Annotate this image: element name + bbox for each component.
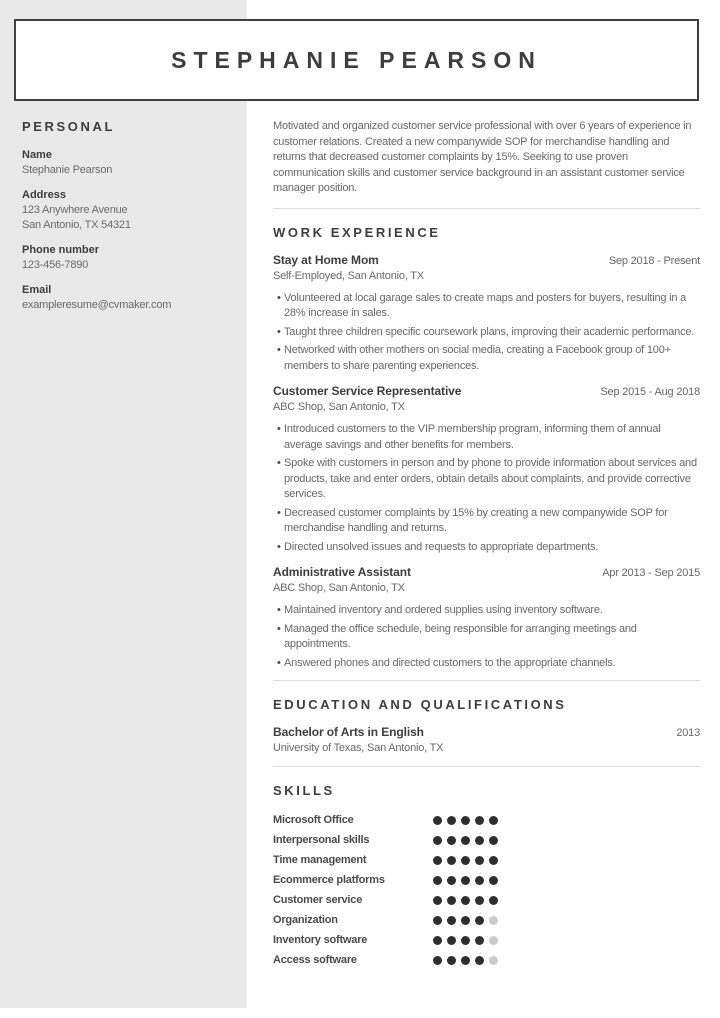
field-value: 123 Anywhere Avenue xyxy=(22,204,128,216)
bullet-marker: • xyxy=(277,291,281,304)
rating-dot-filled xyxy=(475,856,484,865)
rating-dot-filled xyxy=(461,936,470,945)
school-location: University of Texas, San Antonio, TX xyxy=(273,742,444,754)
skill-label: Ecommerce platforms xyxy=(273,874,385,886)
summary-text: Motivated and organized customer service professional with over 6 years of experience in customer relations. Created a new companywide SOP for merchandise handling and returns that decreased customer complaints by 15%. Seeking to use proven communication skills and customer service background in an assistant customer service manager position. xyxy=(273,120,692,194)
rating-dot-filled xyxy=(461,896,470,905)
rating-dot-filled xyxy=(433,876,442,885)
skill-label: Interpersonal skills xyxy=(273,834,370,846)
job-bullets xyxy=(273,291,700,375)
skill-label: Microsoft Office xyxy=(273,814,354,826)
rating-dot-filled xyxy=(447,836,456,845)
field-value: San Antonio, TX 54321 xyxy=(22,219,131,231)
job-title-row xyxy=(273,383,700,400)
skill-row xyxy=(273,870,700,890)
job-entry xyxy=(273,564,700,671)
skill-rating xyxy=(433,916,498,925)
education-entry xyxy=(273,724,700,756)
job-date-range: Apr 2013 - Sep 2015 xyxy=(602,567,700,579)
personal-fields xyxy=(22,148,227,313)
skill-label: Access software xyxy=(273,954,357,966)
rating-dot-filled xyxy=(489,896,498,905)
bullet-text: Decreased customer complaints by 15% by creating a new companywide SOP for merchandise handling and returns. xyxy=(284,506,668,534)
rating-dot-filled xyxy=(489,836,498,845)
job-entry xyxy=(273,383,700,555)
rating-dot-filled xyxy=(489,816,498,825)
job-company-location: Self-Employed, San Antonio, TX xyxy=(273,269,424,282)
jobs-list xyxy=(273,252,700,672)
bullet-text: Managed the office schedule, being responsible for arranging meetings and appointments. xyxy=(284,622,637,650)
bullet-item xyxy=(273,656,700,672)
rating-dot-filled xyxy=(489,856,498,865)
personal-field xyxy=(22,188,227,233)
rating-dot-filled xyxy=(447,956,456,965)
bullet-marker: • xyxy=(277,325,281,338)
field-label: Phone number xyxy=(22,244,100,256)
sidebar xyxy=(22,119,227,323)
bullet-text: Networked with other mothers on social media, creating a Facebook group of 100+ members to share parenting experiences. xyxy=(284,344,671,372)
personal-field xyxy=(22,283,227,313)
skill-label: Organization xyxy=(273,914,338,926)
job-date-range: Sep 2015 - Aug 2018 xyxy=(600,386,700,398)
bullet-item xyxy=(273,343,700,374)
rating-dot-filled xyxy=(433,956,442,965)
divider xyxy=(273,680,700,681)
rating-dot-filled xyxy=(447,856,456,865)
rating-dot-filled xyxy=(475,936,484,945)
personal-field xyxy=(22,148,227,178)
rating-dot-empty xyxy=(489,916,498,925)
bullet-item xyxy=(273,422,700,453)
bullet-marker: • xyxy=(277,506,281,519)
skill-row xyxy=(273,830,700,850)
job-title: Administrative Assistant xyxy=(273,565,411,579)
graduation-year: 2013 xyxy=(676,727,700,739)
rating-dot-filled xyxy=(475,876,484,885)
bullet-text: Answered phones and directed customers to the appropriate channels. xyxy=(284,656,616,669)
job-title-row xyxy=(273,564,700,581)
rating-dot-filled xyxy=(433,896,442,905)
skill-rating xyxy=(433,836,498,845)
skill-rating xyxy=(433,936,498,945)
rating-dot-filled xyxy=(433,816,442,825)
rating-dot-filled xyxy=(461,836,470,845)
bullet-text: Taught three children specific coursework plans, improving their academic performance. xyxy=(284,325,695,338)
rating-dot-filled xyxy=(489,876,498,885)
skill-row xyxy=(273,910,700,930)
field-label: Address xyxy=(22,189,67,201)
rating-dot-filled xyxy=(433,836,442,845)
job-company-location: ABC Shop, San Antonio, TX xyxy=(273,401,405,413)
field-value: exampleresume@cvmaker.com xyxy=(22,299,172,311)
bullet-text: Maintained inventory and ordered supplies using inventory software. xyxy=(284,604,603,616)
skill-rating xyxy=(433,956,498,965)
field-label: Email xyxy=(22,284,52,296)
skill-row xyxy=(273,850,700,870)
bullet-marker: • xyxy=(277,622,281,635)
rating-dot-filled xyxy=(447,816,456,825)
job-bullets xyxy=(273,422,700,555)
bullet-text: Volunteered at local garage sales to create maps and posters for buyers, resulting in a 28% increase in sales. xyxy=(284,291,687,319)
bullet-item xyxy=(273,325,700,341)
field-value: Stephanie Pearson xyxy=(22,164,113,176)
bullet-text: Spoke with customers in person and by phone to provide information about services and products, take and enter orders, obtain details about complaints, and provide corrective services. xyxy=(284,457,697,500)
sidebar-heading-personal: PERSONAL xyxy=(22,119,116,134)
field-value: 123-456-7890 xyxy=(22,259,89,271)
rating-dot-filled xyxy=(447,936,456,945)
rating-dot-filled xyxy=(433,856,442,865)
rating-dot-empty xyxy=(489,956,498,965)
skill-row xyxy=(273,890,700,910)
skills-list xyxy=(273,810,700,970)
personal-field xyxy=(22,243,227,273)
bullet-item xyxy=(273,622,700,653)
education-list xyxy=(273,724,700,756)
page-title: STEPHANIE PEARSON xyxy=(171,46,542,73)
bullet-item xyxy=(273,456,700,503)
rating-dot-filled xyxy=(461,876,470,885)
section-heading-work-experience: WORK EXPERIENCE xyxy=(273,224,441,240)
bullet-item xyxy=(273,291,700,322)
job-company-location: ABC Shop, San Antonio, TX xyxy=(273,582,405,594)
job-entry xyxy=(273,252,700,375)
bullet-item xyxy=(273,540,700,556)
skill-rating xyxy=(433,816,498,825)
rating-dot-filled xyxy=(447,916,456,925)
skill-rating xyxy=(433,896,498,905)
section-heading-skills: SKILLS xyxy=(273,783,335,798)
rating-dot-filled xyxy=(461,856,470,865)
bullet-text: Directed unsolved issues and requests to appropriate departments. xyxy=(284,540,599,553)
job-date-range: Sep 2018 - Present xyxy=(608,254,700,267)
section-heading-education: EDUCATION AND QUALIFICATIONS xyxy=(273,697,567,712)
name-header-box xyxy=(14,19,699,101)
degree-title: Bachelor of Arts in English xyxy=(273,725,424,739)
skill-row xyxy=(273,950,700,970)
rating-dot-filled xyxy=(475,816,484,825)
bullet-text: Introduced customers to the VIP membership program, informing them of annual average savings and other benefits for members. xyxy=(284,423,661,451)
job-title: Customer Service Representative xyxy=(273,384,462,398)
skill-label: Inventory software xyxy=(273,934,368,946)
bullet-marker: • xyxy=(277,344,281,356)
rating-dot-filled xyxy=(433,936,442,945)
field-label: Name xyxy=(22,149,52,161)
bullet-marker: • xyxy=(277,656,281,669)
divider xyxy=(273,208,700,209)
rating-dot-filled xyxy=(475,896,484,905)
bullet-item xyxy=(273,603,700,619)
bullet-marker: • xyxy=(277,540,281,553)
skill-rating xyxy=(433,876,498,885)
bullet-item xyxy=(273,506,700,537)
rating-dot-filled xyxy=(447,896,456,905)
job-bullets xyxy=(273,603,700,671)
skill-row xyxy=(273,810,700,830)
bullet-marker: • xyxy=(277,604,281,616)
skill-label: Customer service xyxy=(273,894,363,906)
bullet-marker: • xyxy=(277,423,281,435)
education-title-row xyxy=(273,724,700,741)
rating-dot-filled xyxy=(447,876,456,885)
job-title-row xyxy=(273,252,700,269)
bullet-marker: • xyxy=(277,457,281,469)
rating-dot-filled xyxy=(475,916,484,925)
rating-dot-filled xyxy=(461,816,470,825)
rating-dot-filled xyxy=(433,916,442,925)
rating-dot-empty xyxy=(489,936,498,945)
skill-row xyxy=(273,930,700,950)
rating-dot-filled xyxy=(475,956,484,965)
skill-label: Time management xyxy=(273,854,367,866)
rating-dot-filled xyxy=(461,916,470,925)
skill-rating xyxy=(433,856,498,865)
rating-dot-filled xyxy=(461,956,470,965)
main-column xyxy=(273,119,700,970)
rating-dot-filled xyxy=(475,836,484,845)
job-title: Stay at Home Mom xyxy=(273,252,379,267)
divider xyxy=(273,766,700,767)
